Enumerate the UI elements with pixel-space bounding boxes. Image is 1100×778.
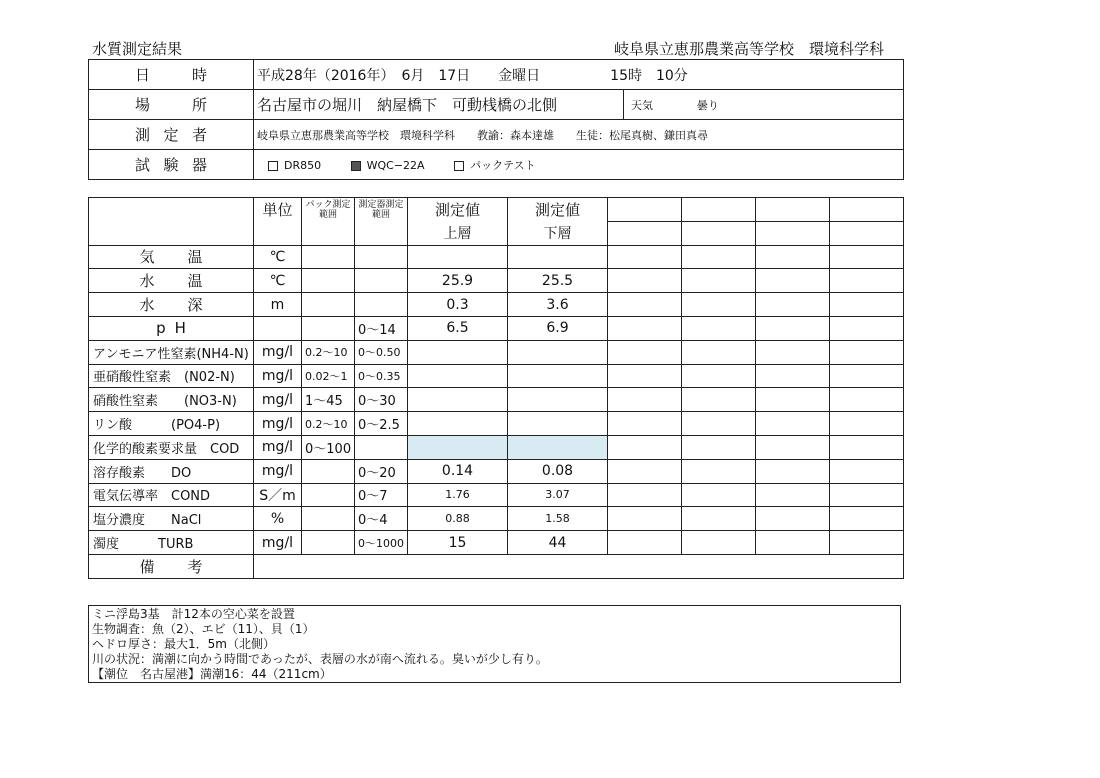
row-lower-value: 3.6 [508, 293, 608, 317]
empty-cell [608, 364, 682, 388]
empty-cell [608, 316, 682, 340]
empty-cell [682, 245, 756, 269]
datetime-label: 日 時 [89, 60, 254, 90]
empty-cell [830, 531, 904, 555]
row-unit: mg/l [254, 388, 302, 412]
row-name: 濁度 TURB [89, 531, 254, 555]
unit-header-cont [254, 221, 302, 245]
empty-cell [830, 459, 904, 483]
header-blank [89, 198, 254, 246]
row-lower-value: 44 [508, 531, 608, 555]
note-line: 生物調査：魚（2）、エビ（11）、貝（1） [92, 622, 315, 636]
remarks-notes [88, 605, 901, 683]
row-upper-value: 25.9 [408, 269, 508, 293]
empty-cell [682, 293, 756, 317]
row-pack-range: 0〜100 [302, 435, 355, 459]
empty-cell [756, 364, 830, 388]
empty-cell [608, 412, 682, 436]
row-unit: mg/l [254, 412, 302, 436]
row-meter-range: 0〜30 [355, 388, 408, 412]
row-pack-range [302, 531, 355, 555]
row-upper-value [408, 435, 508, 459]
table-row [89, 245, 904, 269]
empty-cell [608, 245, 682, 269]
row-name: 化学的酸素要求量 COD [89, 435, 254, 459]
empty-cell [682, 459, 756, 483]
row-unit: m [254, 293, 302, 317]
row-meter-range: 0〜4 [355, 507, 408, 531]
row-lower-value [508, 412, 608, 436]
empty-cell [756, 507, 830, 531]
empty-cell [682, 340, 756, 364]
empty-cell [682, 435, 756, 459]
empty-cell [756, 531, 830, 555]
row-lower-value: 3.07 [508, 483, 608, 507]
instrument-option-packtest: パックテスト [454, 159, 536, 172]
table-row [89, 364, 904, 388]
row-pack-range [302, 316, 355, 340]
measure-upper-header: 測定値 [408, 198, 508, 222]
row-pack-range [302, 483, 355, 507]
header-row-1 [89, 198, 904, 222]
table-row [89, 293, 904, 317]
empty-cell [830, 435, 904, 459]
place-row [89, 90, 904, 120]
row-name: 塩分濃度 NaCl [89, 507, 254, 531]
datetime-value: 平成28年（2016年） 6月 17日 金曜日 15時 10分 [254, 60, 904, 90]
empty-cell [608, 221, 682, 245]
row-unit: mg/l [254, 435, 302, 459]
empty-cell [830, 198, 904, 222]
measure-lower-header: 測定値 [508, 198, 608, 222]
row-pack-range [302, 293, 355, 317]
empty-cell [608, 198, 682, 222]
empty-cell [830, 245, 904, 269]
row-upper-value [408, 388, 508, 412]
empty-cell [756, 245, 830, 269]
row-pack-range [302, 459, 355, 483]
row-name: 硝酸性窒素 (NO3-N) [89, 388, 254, 412]
empty-cell [830, 269, 904, 293]
table-row [89, 340, 904, 364]
empty-cell [756, 340, 830, 364]
row-upper-value [408, 245, 508, 269]
empty-cell [756, 198, 830, 222]
measurer-label: 測定者 [89, 120, 254, 150]
row-lower-value: 6.9 [508, 316, 608, 340]
empty-cell [608, 507, 682, 531]
table-row [89, 316, 904, 340]
instrument-row [89, 150, 904, 180]
row-lower-value [508, 245, 608, 269]
note-line: ミニ浮島3基 計12本の空心菜を設置 [92, 607, 295, 621]
row-unit: mg/l [254, 459, 302, 483]
note-line: 川の状況：満潮に向かう時間であったが、表層の水が南へ流れる。臭いが少し有り。 [92, 652, 548, 666]
row-meter-range: 0〜0.35 [355, 364, 408, 388]
place-value: 名古屋市の堀川 納屋橋下 可動桟橋の北側 [254, 90, 624, 120]
empty-cell [830, 293, 904, 317]
weather-label: 天気 [631, 98, 653, 112]
row-name: pH [89, 316, 254, 340]
table-row [89, 507, 904, 531]
row-lower-value [508, 364, 608, 388]
empty-cell [756, 269, 830, 293]
empty-cell [608, 293, 682, 317]
row-meter-range: 0〜14 [355, 316, 408, 340]
info-table [88, 59, 904, 180]
row-unit: mg/l [254, 531, 302, 555]
document-title: 水質測定結果 [92, 40, 183, 58]
row-lower-value [508, 388, 608, 412]
row-unit: ℃ [254, 269, 302, 293]
row-meter-range: 0〜0.50 [355, 340, 408, 364]
row-name: アンモニア性窒素(NH4-N) [89, 340, 254, 364]
empty-cell [682, 412, 756, 436]
row-pack-range [302, 269, 355, 293]
instrument-option-wqc22a: WQC−22A [351, 159, 425, 172]
empty-cell [830, 412, 904, 436]
empty-cell [682, 221, 756, 245]
upper-layer-label: 上層 [408, 221, 508, 245]
remarks-blank [254, 554, 904, 578]
row-pack-range: 0.02〜1 [302, 364, 355, 388]
lower-layer-label: 下層 [508, 221, 608, 245]
meter-range-header: 測定器測定範囲 [355, 198, 408, 222]
row-unit: mg/l [254, 364, 302, 388]
empty-cell [682, 269, 756, 293]
weather-value: 曇り [696, 98, 719, 112]
note-line: ヘドロ厚さ：最大1．5m（北側） [92, 637, 275, 651]
table-row [89, 483, 904, 507]
empty-cell [756, 221, 830, 245]
row-upper-value [408, 340, 508, 364]
table-row [89, 388, 904, 412]
checkbox-checked-icon [351, 161, 361, 171]
place-label: 場 所 [89, 90, 254, 120]
row-lower-value: 0.08 [508, 459, 608, 483]
row-meter-range [355, 245, 408, 269]
checkbox-unchecked-icon [268, 161, 278, 171]
empty-cell [682, 483, 756, 507]
row-meter-range: 0〜2.5 [355, 412, 408, 436]
table-row [89, 412, 904, 436]
remarks-row [89, 554, 904, 578]
row-upper-value: 1.76 [408, 483, 508, 507]
row-upper-value [408, 412, 508, 436]
pack-header-cont [302, 221, 355, 245]
row-pack-range: 0.2〜10 [302, 340, 355, 364]
row-upper-value: 0.3 [408, 293, 508, 317]
empty-cell [830, 316, 904, 340]
row-upper-value: 0.88 [408, 507, 508, 531]
empty-cell [608, 340, 682, 364]
measurer-row [89, 120, 904, 150]
empty-cell [608, 483, 682, 507]
meter-header-cont [355, 221, 408, 245]
instrument-label: 試験器 [89, 150, 254, 180]
row-meter-range [355, 269, 408, 293]
table-row [89, 269, 904, 293]
empty-cell [682, 198, 756, 222]
row-name: 気 温 [89, 245, 254, 269]
row-pack-range: 0.2〜10 [302, 412, 355, 436]
row-unit: mg/l [254, 340, 302, 364]
empty-cell [756, 412, 830, 436]
row-pack-range: 1〜45 [302, 388, 355, 412]
remarks-label: 備 考 [89, 554, 254, 578]
row-upper-value: 6.5 [408, 316, 508, 340]
empty-cell [682, 364, 756, 388]
row-name: 水 温 [89, 269, 254, 293]
row-unit: % [254, 507, 302, 531]
unit-header: 単位 [254, 198, 302, 222]
row-name: 電気伝導率 COND [89, 483, 254, 507]
empty-cell [756, 388, 830, 412]
row-pack-range [302, 245, 355, 269]
row-lower-value [508, 435, 608, 459]
empty-cell [608, 459, 682, 483]
row-lower-value: 1.58 [508, 507, 608, 531]
empty-cell [830, 340, 904, 364]
empty-cell [830, 483, 904, 507]
datetime-row [89, 60, 904, 90]
empty-cell [682, 388, 756, 412]
empty-cell [682, 316, 756, 340]
row-unit: ℃ [254, 245, 302, 269]
row-unit [254, 316, 302, 340]
note-line: 【潮位 名古屋港】満潮16：44（211cm） [92, 667, 332, 681]
row-name: 亜硝酸性窒素 (N02-N) [89, 364, 254, 388]
empty-cell [682, 531, 756, 555]
empty-cell [830, 221, 904, 245]
pack-range-header: パック測定範囲 [302, 198, 355, 222]
empty-cell [756, 316, 830, 340]
row-name: 水 深 [89, 293, 254, 317]
empty-cell [830, 507, 904, 531]
instrument-options [254, 150, 904, 180]
row-meter-range [355, 435, 408, 459]
weather-cell [624, 90, 904, 120]
row-unit: S／m [254, 483, 302, 507]
row-meter-range: 0〜1000 [355, 531, 408, 555]
empty-cell [608, 388, 682, 412]
row-name: 溶存酸素 DO [89, 459, 254, 483]
empty-cell [682, 507, 756, 531]
empty-cell [608, 269, 682, 293]
row-upper-value: 0.14 [408, 459, 508, 483]
empty-cell [756, 435, 830, 459]
empty-cell [608, 435, 682, 459]
row-meter-range: 0〜7 [355, 483, 408, 507]
row-meter-range: 0〜20 [355, 459, 408, 483]
row-lower-value: 25.5 [508, 269, 608, 293]
table-row [89, 435, 904, 459]
school-name: 岐阜県立恵那農業高等学校 環境科学科 [613, 40, 884, 58]
row-name: リン酸 (PO4-P) [89, 412, 254, 436]
row-lower-value [508, 340, 608, 364]
checkbox-unchecked-icon [454, 161, 464, 171]
table-row [89, 459, 904, 483]
table-row [89, 531, 904, 555]
row-pack-range [302, 507, 355, 531]
measurement-table [88, 197, 904, 579]
row-upper-value [408, 364, 508, 388]
empty-cell [608, 531, 682, 555]
empty-cell [756, 293, 830, 317]
empty-cell [756, 459, 830, 483]
measurer-value: 岐阜県立恵那農業高等学校 環境科学科 教諭：森本達雄 生徒：松尾真樹、鎌田真尋 [254, 120, 904, 150]
row-meter-range [355, 293, 408, 317]
empty-cell [756, 483, 830, 507]
empty-cell [830, 388, 904, 412]
instrument-option-dr850: DR850 [268, 159, 321, 172]
empty-cell [830, 364, 904, 388]
row-upper-value: 15 [408, 531, 508, 555]
